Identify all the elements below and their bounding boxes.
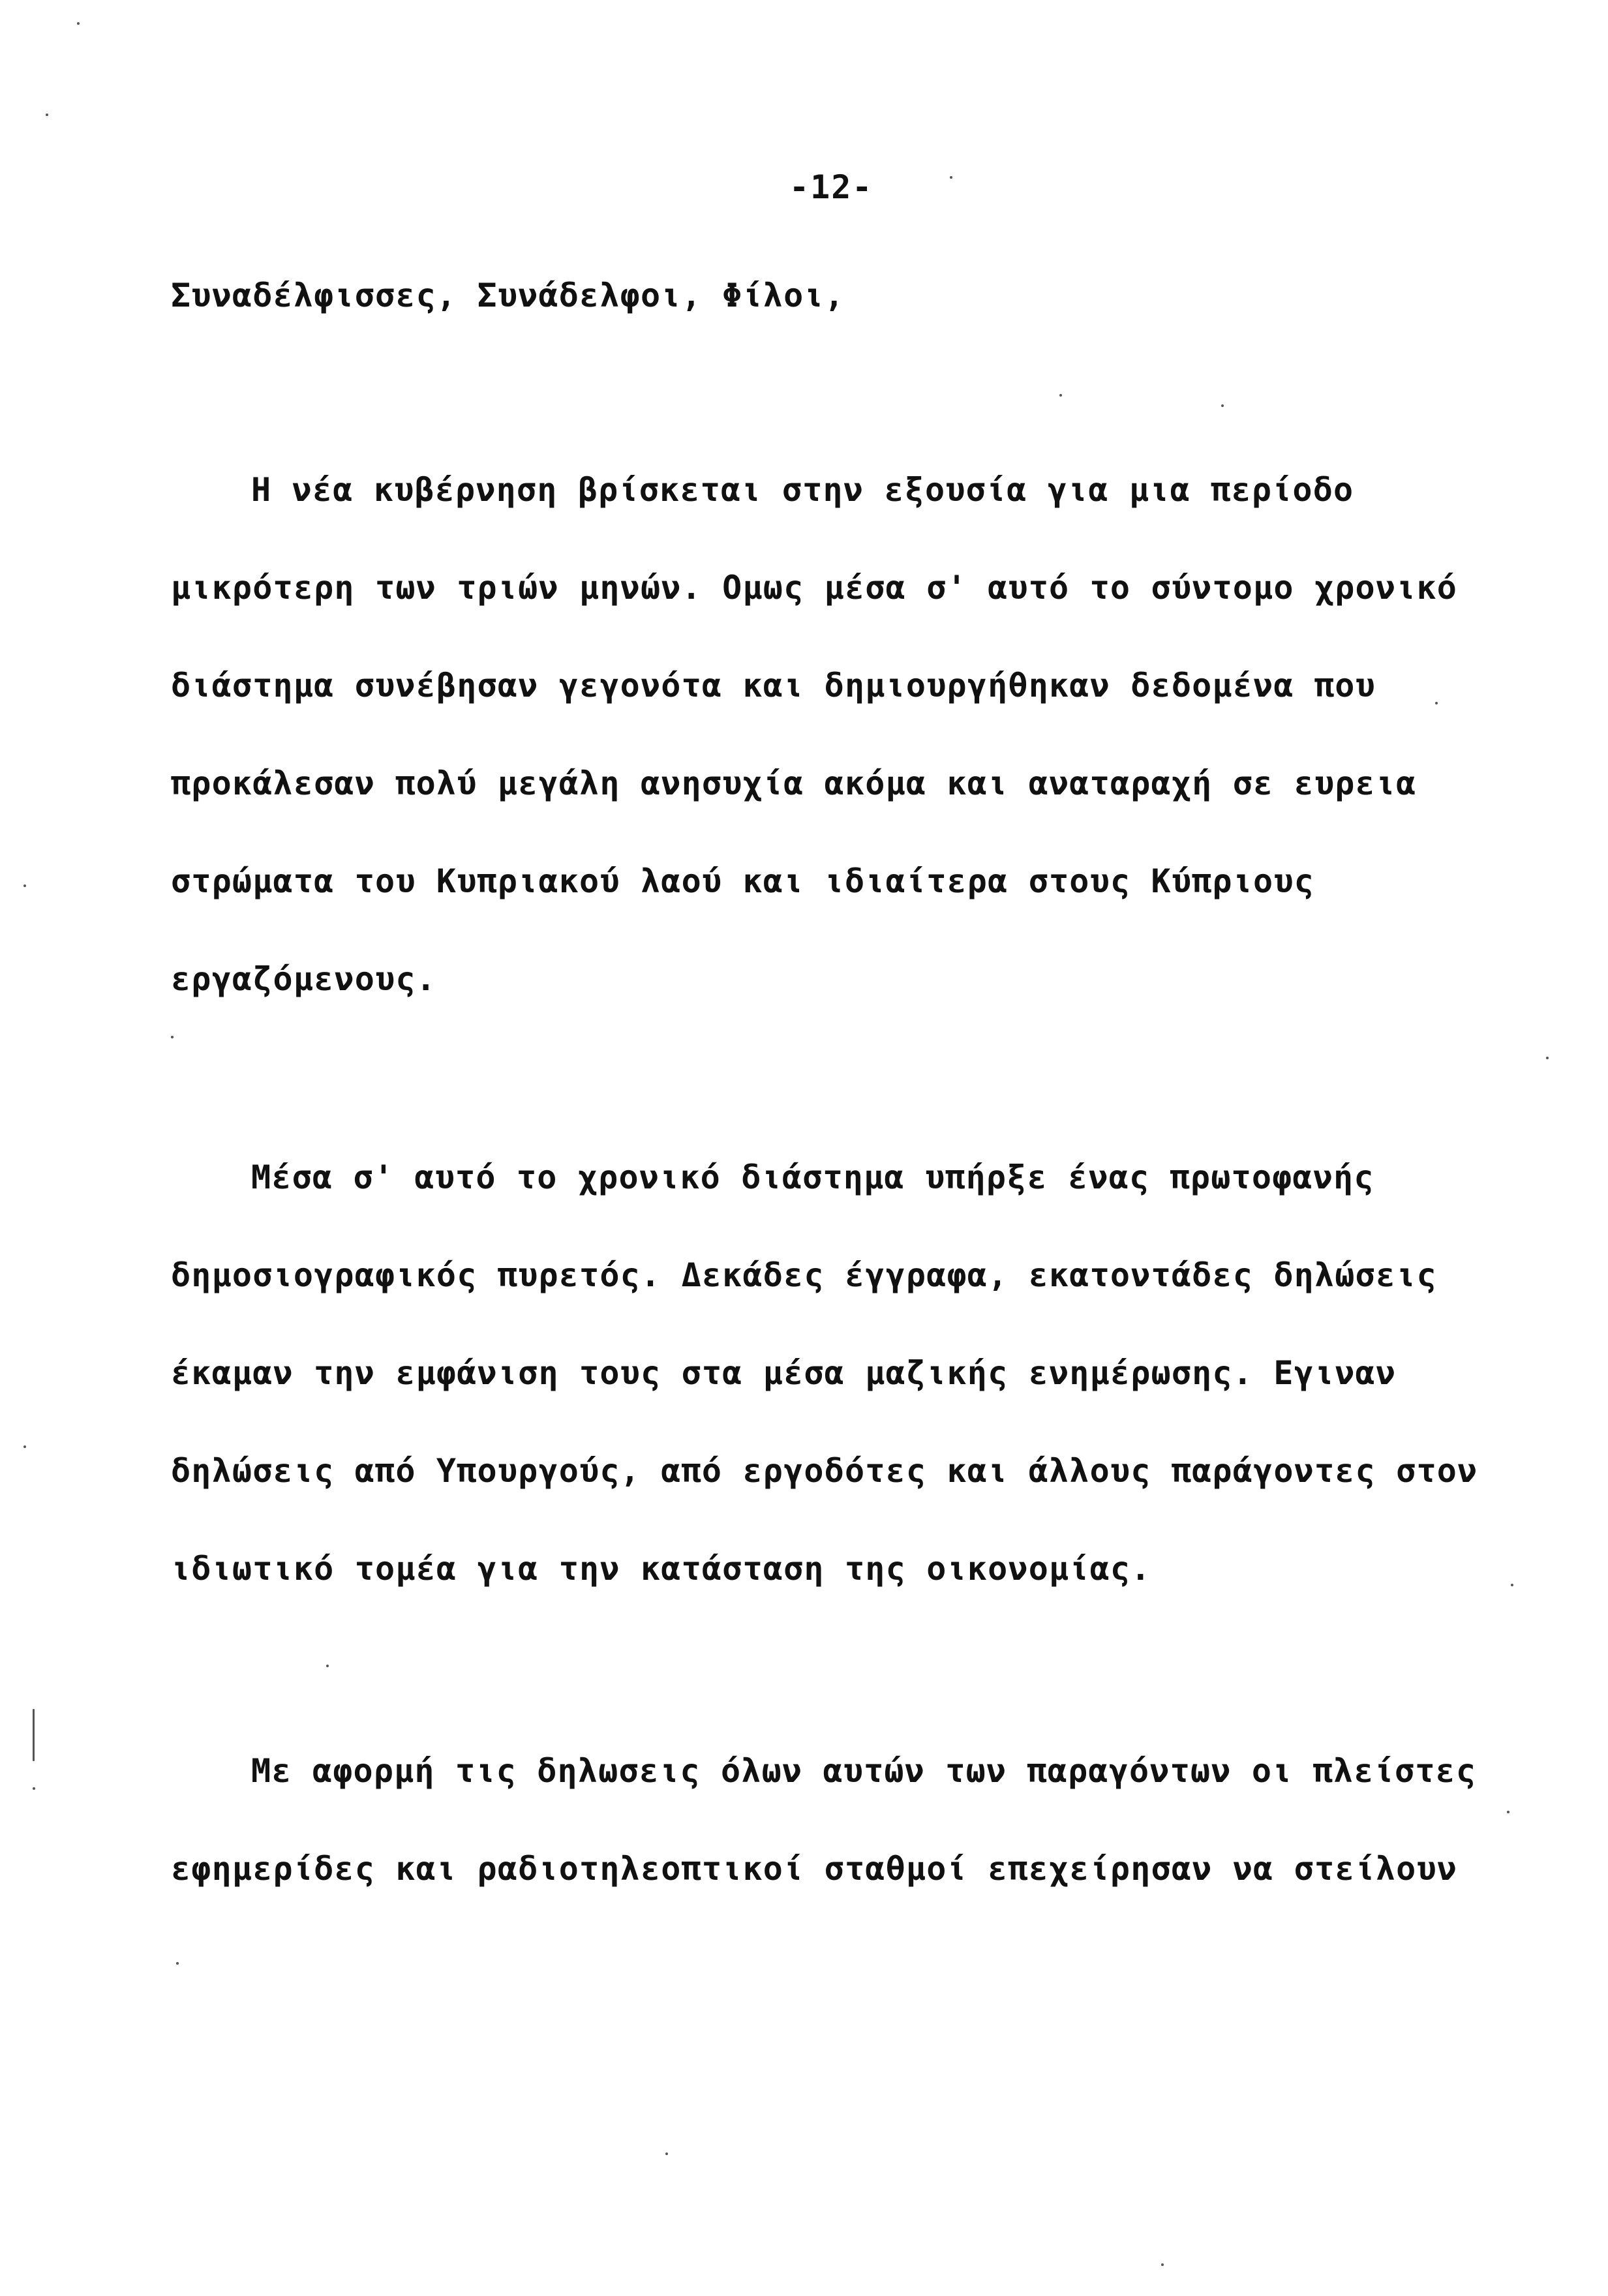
scan-speck xyxy=(77,22,80,25)
scan-speck xyxy=(1511,1584,1513,1586)
scan-speck xyxy=(1507,1811,1509,1813)
paragraph-1-line-2: μικρότερη των τριών μηνών. Ομως μέσα σ' αυτό το σύντομο χρονικό xyxy=(171,569,1458,607)
scan-mark xyxy=(33,1709,35,1761)
scan-speck xyxy=(1435,702,1438,704)
page-number: -12- xyxy=(789,168,873,206)
scan-speck xyxy=(33,1787,35,1790)
scan-speck xyxy=(326,1665,329,1667)
scan-speck xyxy=(950,176,952,179)
paragraph-1-line-5: στρώματα του Κυπριακού λαού και ιδιαίτερα στους Κύπριους xyxy=(171,862,1314,900)
scan-speck xyxy=(176,1962,179,1965)
paragraph-1-line-6: εργαζόμενους. xyxy=(171,960,436,998)
scan-speck xyxy=(1059,394,1062,397)
paragraph-1-line-1: Η νέα κυβέρνηση βρίσκεται στην εξουσία για μια περίοδο xyxy=(251,471,1354,509)
scan-speck xyxy=(1546,1057,1549,1059)
paragraph-2-line-2: δημοσιογραφικός πυρετός. Δεκάδες έγγραφα, εκατοντάδες δηλώσεις xyxy=(171,1256,1437,1294)
scan-speck xyxy=(171,1036,174,1038)
paragraph-2-line-4: δηλώσεις από Υπουργούς, από εργοδότες και άλλους παράγοντες στον xyxy=(171,1452,1478,1490)
salutation: Συναδέλφισσες, Συνάδελφοι, Φίλοι, xyxy=(171,277,845,314)
paragraph-1-line-3: διάστημα συνέβησαν γεγονότα και δημιουργήθηκαν δεδομένα που xyxy=(171,667,1376,704)
scan-speck xyxy=(46,113,48,116)
paragraph-2-line-3: έκαμαν την εμφάνιση τους στα μέσα μαζικής ενημέρωσης. Εγιναν xyxy=(171,1354,1397,1392)
paragraph-3-line-1: Με αφορμή τις δηλωσεις όλων αυτών των παραγόντων οι πλείστες xyxy=(251,1752,1477,1790)
paragraph-2-line-5: ιδιωτικό τομέα για την κατάσταση της οικονομίας. xyxy=(171,1550,1151,1588)
scan-speck xyxy=(23,1445,26,1448)
paragraph-3-line-2: εφημερίδες και ραδιοτηλεοπτικοί σταθμοί επεχείρησαν να στείλουν xyxy=(171,1850,1458,1888)
paragraph-1-line-4: προκάλεσαν πολύ μεγάλη ανησυχία ακόμα και αναταραχή σε ευρεια xyxy=(171,764,1417,802)
scan-speck xyxy=(665,2152,668,2155)
scan-speck xyxy=(1161,2263,1164,2266)
scan-speck xyxy=(23,884,26,887)
scan-speck xyxy=(1221,404,1224,407)
paragraph-2-line-1: Μέσα σ' αυτό το χρονικό διάστημα υπήρξε ένας πρωτοφανής xyxy=(251,1158,1374,1196)
